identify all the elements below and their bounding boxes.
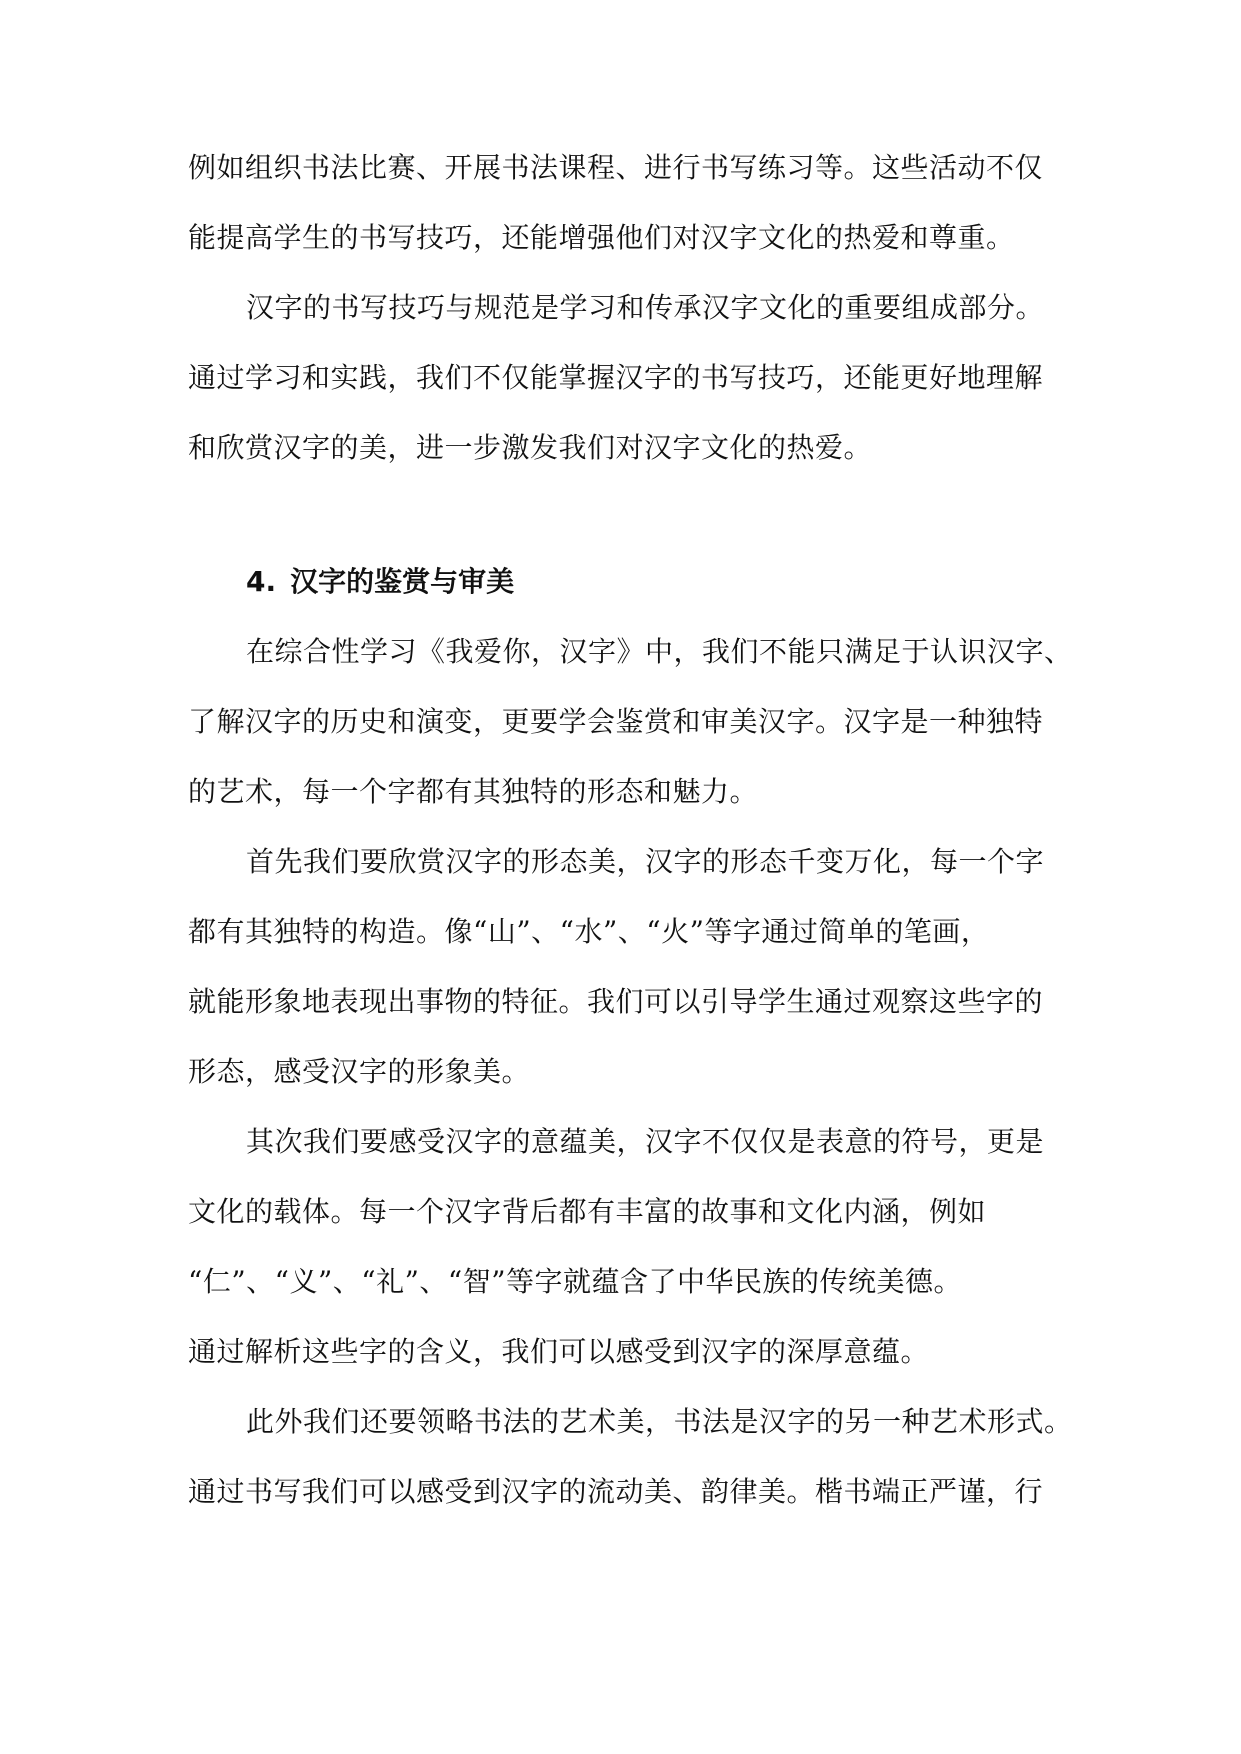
paragraph-start-line: 其次我们要感受汉字的意蕴美，汉字不仅仅是表意的符号，更是 [246, 1125, 1045, 1158]
text-line: 文化的载体。每一个汉字背后都有丰富的故事和文化内涵，例如 [188, 1195, 987, 1228]
text-line: “仁”、“义”、“礼”、“智”等字就蕴含了中华民族的传统美德。 [188, 1265, 963, 1298]
paragraph-start-line: 汉字的书写技巧与规范是学习和传承汉字文化的重要组成部分。 [246, 291, 1045, 324]
text-line: 例如组织书法比赛、开展书法课程、进行书写练习等。这些活动不仅 [188, 151, 1044, 184]
paragraph-start-line: 在综合性学习《我爱你，汉字》中，我们不能只满足于认识汉字、 [246, 635, 1073, 668]
text-line: 通过解析这些字的含义，我们可以感受到汉字的深厚意蕴。 [188, 1335, 930, 1368]
paragraph-start-line: 此外我们还要领略书法的艺术美，书法是汉字的另一种艺术形式。 [246, 1405, 1073, 1438]
section-number: 4. [246, 565, 277, 598]
text-line: 的艺术，每一个字都有其独特的形态和魅力。 [188, 775, 759, 808]
section-heading [246, 562, 514, 602]
text-line: 都有其独特的构造。像“山”、“水”、“火”等字通过简单的笔画， [188, 915, 990, 948]
text-line: 和欣赏汉字的美，进一步激发我们对汉字文化的热爱。 [188, 431, 873, 464]
text-line: 通过学习和实践，我们不仅能掌握汉字的书写技巧，还能更好地理解 [188, 361, 1044, 394]
section-title: 汉字的鉴赏与审美 [290, 565, 515, 598]
text-line: 就能形象地表现出事物的特征。我们可以引导学生通过观察这些字的 [188, 985, 1044, 1018]
text-line: 能提高学生的书写技巧，还能增强他们对汉字文化的热爱和尊重。 [188, 221, 1015, 254]
paragraph-start-line: 首先我们要欣赏汉字的形态美，汉字的形态千变万化，每一个字 [246, 845, 1045, 878]
text-line: 通过书写我们可以感受到汉字的流动美、韵律美。楷书端正严谨，行 [188, 1475, 1044, 1508]
text-line: 形态，感受汉字的形象美。 [188, 1055, 531, 1088]
text-line: 了解汉字的历史和演变，更要学会鉴赏和审美汉字。汉字是一种独特 [188, 705, 1044, 738]
